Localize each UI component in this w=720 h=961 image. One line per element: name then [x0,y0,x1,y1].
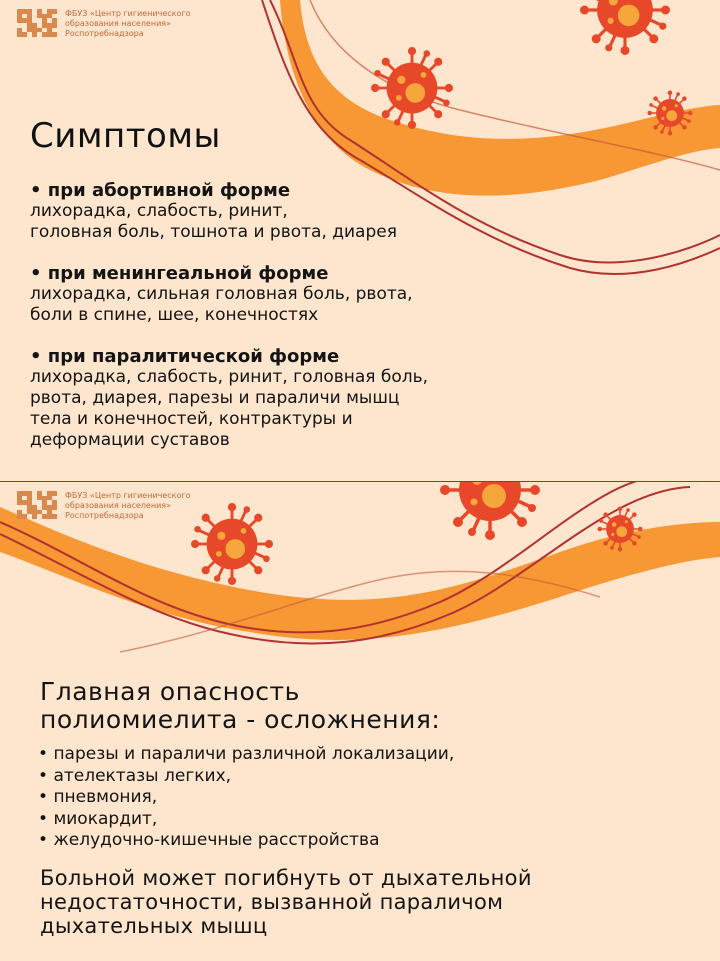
conclusion-line: недостаточности, вызванной параличом [40,890,504,914]
organization-header [17,491,191,521]
organization-name [65,491,191,521]
virus-icon [580,0,670,55]
symptom-line: лихорадка, слабость, ринит, головная боль, [30,367,429,387]
form-abortive [30,180,670,243]
org-line: ФБУЗ «Центр гигиенического [65,491,191,500]
title-line: Главная опасность [40,677,300,706]
virus-icon [648,91,693,136]
form-heading: • при паралитической форме [30,346,340,367]
symptom-line: лихорадка, слабость, ринит, [30,201,288,221]
form-heading: • при абортивной форме [30,180,291,201]
symptom-line: головная боль, тошнота и рвота, диарея [30,222,397,242]
organization-name [65,9,191,39]
list-item: • ателектазы легких, [38,766,454,788]
list-item: • миокардит, [38,809,454,831]
org-line: ФБУЗ «Центр гигиенического [65,9,191,18]
org-line: образования населения» [65,19,171,28]
virus-icon [371,47,453,129]
form-paralytic [30,346,670,451]
title-line: полиомиелита - осложнения: [40,705,441,734]
list-item: • пневмония, [38,787,454,809]
symptom-line: боли в спине, шее, конечностях [30,305,319,325]
symptom-forms [30,180,670,471]
symptom-line: тела и конечностей, контрактуры и [30,409,353,429]
slide-title: Симптомы [30,116,221,156]
organization-header [17,9,191,39]
form-heading: • при менингеальной форме [30,263,329,284]
conclusion-line: дыхательных мышц [40,914,268,938]
symptom-line: лихорадка, сильная головная боль, рвота, [30,284,413,304]
form-meningeal [30,263,670,326]
qr-code-icon [17,9,57,37]
list-item: • желудочно-кишечные расстройства [38,830,454,852]
slide-title [40,678,440,734]
qr-code-icon [17,491,57,519]
symptom-line: рвота, диарея, парезы и параличи мышц [30,388,400,408]
org-line: Роспотребнадзора [65,511,144,520]
slide-complications [0,481,720,961]
org-line: образования населения» [65,501,171,510]
list-item: • парезы и параличи различной локализации, [38,744,454,766]
complications-list [38,744,454,852]
org-line: Роспотребнадзора [65,29,144,38]
virus-icon [598,507,643,552]
virus-icon [440,482,540,540]
virus-icon [191,503,273,585]
symptom-line: деформации суставов [30,430,230,450]
conclusion-line: Больной может погибнуть от дыхательной [40,866,532,890]
conclusion-text [40,866,680,938]
